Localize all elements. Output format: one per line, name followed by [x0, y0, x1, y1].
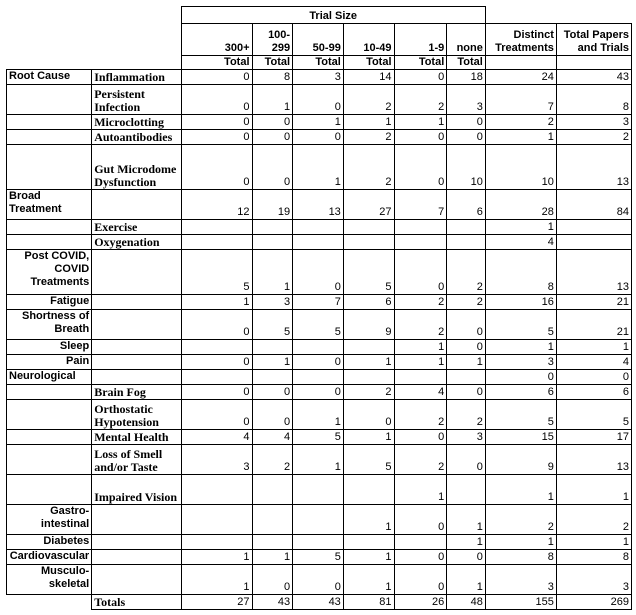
- table-cell: 9: [343, 310, 394, 340]
- table-cell: [252, 505, 293, 535]
- row-category: Musculo-skeletal: [7, 565, 92, 595]
- table-cell: 1: [485, 130, 556, 145]
- table-cell: [447, 370, 486, 385]
- table-cell: 8: [556, 85, 631, 115]
- table-cell: 0: [447, 445, 486, 475]
- table-cell: 0: [181, 115, 252, 130]
- table-cell: [556, 220, 631, 235]
- table-cell: 0: [394, 565, 447, 595]
- table-cell: 0: [447, 115, 486, 130]
- row-subcategory: Persistent Infection: [92, 85, 181, 115]
- table-cell: [343, 370, 394, 385]
- table-row: [7, 505, 632, 535]
- table-row: [7, 250, 632, 295]
- table-cell: 5: [343, 250, 394, 295]
- table-cell: 1: [181, 295, 252, 310]
- table-cell: 1: [252, 250, 293, 295]
- row-category: Gastro-intestinal: [7, 505, 92, 535]
- table-cell: 1: [293, 145, 344, 190]
- table-cell: 7: [394, 190, 447, 220]
- table-cell: 5: [181, 250, 252, 295]
- table-cell: 21: [556, 310, 631, 340]
- table-cell: 1: [343, 550, 394, 565]
- table-cell: 2: [447, 250, 486, 295]
- table-cell: 13: [556, 250, 631, 295]
- table-cell: 8: [556, 550, 631, 565]
- table-row: [7, 445, 632, 475]
- row-subcategory: Orthostatic Hypotension: [92, 400, 181, 430]
- row-category: Neurological: [7, 370, 92, 385]
- table-cell: 21: [556, 295, 631, 310]
- table-row: [7, 355, 632, 370]
- row-subcategory: [92, 250, 181, 295]
- table-cell: [394, 370, 447, 385]
- table-cell: 6: [556, 385, 631, 400]
- totals-label: Totals: [92, 595, 181, 610]
- table-row: [7, 430, 632, 445]
- row-subcategory: [92, 340, 181, 355]
- col-header-distinct-treatments: Distinct Treatments: [485, 24, 556, 56]
- row-category: Sleep: [7, 340, 92, 355]
- col-subheader: Total: [394, 56, 447, 70]
- table-cell: 1: [447, 535, 486, 550]
- table-cell: [181, 220, 252, 235]
- table-cell: [181, 505, 252, 535]
- totals-cell: 26: [394, 595, 447, 610]
- row-category: [7, 115, 92, 130]
- table-cell: 18: [447, 70, 486, 85]
- table-cell: 0: [485, 370, 556, 385]
- table-cell: 0: [394, 250, 447, 295]
- table-cell: 5: [556, 400, 631, 430]
- table-cell: 1: [252, 85, 293, 115]
- totals-cell: 81: [343, 595, 394, 610]
- row-subcategory: Gut Microdome Dysfunction: [92, 145, 181, 190]
- table-cell: 0: [181, 145, 252, 190]
- table-row: [7, 115, 632, 130]
- table-cell: 0: [252, 385, 293, 400]
- table-cell: [293, 220, 344, 235]
- row-category: Diabetes: [7, 535, 92, 550]
- table-cell: [181, 340, 252, 355]
- table-cell: 1: [181, 550, 252, 565]
- row-category: [7, 430, 92, 445]
- table-cell: 0: [252, 115, 293, 130]
- table-cell: 1: [343, 115, 394, 130]
- table-row: [7, 190, 632, 220]
- table-cell: 4: [485, 235, 556, 250]
- table-cell: 1: [343, 430, 394, 445]
- table-cell: 12: [181, 190, 252, 220]
- table-cell: 6: [447, 190, 486, 220]
- table-cell: 0: [181, 85, 252, 115]
- table-cell: 2: [485, 505, 556, 535]
- table-cell: [556, 235, 631, 250]
- table-row: [7, 130, 632, 145]
- table-cell: 28: [485, 190, 556, 220]
- table-cell: [343, 475, 394, 505]
- table-cell: 8: [252, 70, 293, 85]
- table-cell: 0: [181, 355, 252, 370]
- row-category: [7, 445, 92, 475]
- table-cell: 1: [293, 115, 344, 130]
- table-cell: 17: [556, 430, 631, 445]
- table-row: [7, 85, 632, 115]
- table-row: [7, 370, 632, 385]
- table-cell: [181, 475, 252, 505]
- row-category: [7, 400, 92, 430]
- table-cell: 5: [485, 310, 556, 340]
- table-cell: 4: [252, 430, 293, 445]
- table-cell: 0: [293, 130, 344, 145]
- table-cell: [343, 340, 394, 355]
- table-row: [7, 295, 632, 310]
- table-cell: 3: [556, 115, 631, 130]
- table-row: [7, 235, 632, 250]
- table-row: [7, 385, 632, 400]
- row-subcategory: Oxygenation: [92, 235, 181, 250]
- table-row: [7, 70, 632, 85]
- table-cell: 15: [485, 430, 556, 445]
- table-cell: 2: [447, 295, 486, 310]
- table-cell: 1: [556, 340, 631, 355]
- table-cell: [447, 235, 486, 250]
- col-subheader: [556, 56, 631, 70]
- row-subcategory: Exercise: [92, 220, 181, 235]
- table-row: [7, 550, 632, 565]
- table-cell: 9: [485, 445, 556, 475]
- table-cell: 2: [394, 85, 447, 115]
- table-cell: [343, 535, 394, 550]
- table-cell: 0: [181, 310, 252, 340]
- row-subcategory: Microclotting: [92, 115, 181, 130]
- table-cell: 5: [293, 310, 344, 340]
- table-row: [7, 310, 632, 340]
- table-cell: 1: [556, 535, 631, 550]
- table-cell: [181, 535, 252, 550]
- table-cell: 4: [181, 430, 252, 445]
- table-cell: 8: [485, 250, 556, 295]
- table-cell: [447, 475, 486, 505]
- table-row: [7, 565, 632, 595]
- table-cell: [343, 220, 394, 235]
- totals-cell: 43: [252, 595, 293, 610]
- row-category: Post COVID, COVID Treatments: [7, 250, 92, 295]
- table-row: [7, 220, 632, 235]
- row-subcategory: [92, 505, 181, 535]
- table-cell: 0: [447, 130, 486, 145]
- table-cell: 3: [485, 565, 556, 595]
- row-category: Broad Treatment: [7, 190, 92, 220]
- table-cell: 0: [556, 370, 631, 385]
- col-header-total-papers: Total Papers and Trials: [556, 24, 631, 56]
- table-cell: [252, 340, 293, 355]
- table-cell: 3: [447, 430, 486, 445]
- table-cell: 0: [293, 385, 344, 400]
- table-cell: 10: [447, 145, 486, 190]
- table-cell: 2: [394, 295, 447, 310]
- table-cell: 13: [556, 145, 631, 190]
- table-cell: 5: [252, 310, 293, 340]
- table-cell: [293, 370, 344, 385]
- table-cell: [394, 235, 447, 250]
- totals-cell: 48: [447, 595, 486, 610]
- table-cell: 5: [485, 400, 556, 430]
- row-category: Shortness of Breath: [7, 310, 92, 340]
- row-subcategory: Impaired Vision: [92, 475, 181, 505]
- table-cell: 3: [252, 295, 293, 310]
- row-subcategory: [92, 550, 181, 565]
- table-cell: 19: [252, 190, 293, 220]
- row-category: Cardiovascular: [7, 550, 92, 565]
- table-cell: 0: [394, 70, 447, 85]
- table-cell: [293, 535, 344, 550]
- table-cell: 3: [556, 565, 631, 595]
- table-cell: 1: [447, 565, 486, 595]
- table-cell: 0: [181, 400, 252, 430]
- table-cell: 2: [394, 310, 447, 340]
- table-cell: 1: [556, 475, 631, 505]
- table-cell: [252, 535, 293, 550]
- table-cell: 1: [447, 355, 486, 370]
- table-cell: 0: [447, 310, 486, 340]
- trial-size-table: [6, 6, 632, 610]
- row-subcategory: [92, 355, 181, 370]
- table-cell: 7: [293, 295, 344, 310]
- table-cell: 0: [394, 505, 447, 535]
- col-subheader: Total: [181, 56, 252, 70]
- col-header-300plus: 300+: [181, 24, 252, 56]
- table-cell: 2: [343, 145, 394, 190]
- table-cell: 2: [343, 385, 394, 400]
- table-cell: 1: [343, 505, 394, 535]
- table-cell: 2: [252, 445, 293, 475]
- table-cell: 3: [485, 355, 556, 370]
- table-cell: 0: [293, 85, 344, 115]
- col-header-1-9: 1-9: [394, 24, 447, 56]
- table-cell: 0: [394, 550, 447, 565]
- table-cell: 2: [343, 85, 394, 115]
- table-row: [7, 535, 632, 550]
- col-header-none: none: [447, 24, 486, 56]
- table-cell: 1: [252, 550, 293, 565]
- row-subcategory: [92, 295, 181, 310]
- table-cell: [447, 220, 486, 235]
- table-cell: 27: [343, 190, 394, 220]
- table-cell: 0: [293, 565, 344, 595]
- col-subheader: Total: [343, 56, 394, 70]
- col-header-100-299: 100-299: [252, 24, 293, 56]
- table-cell: 1: [485, 475, 556, 505]
- row-subcategory: [92, 310, 181, 340]
- table-cell: 14: [343, 70, 394, 85]
- table-cell: 1: [252, 355, 293, 370]
- row-subcategory: [92, 370, 181, 385]
- table-cell: 1: [485, 535, 556, 550]
- row-category: Pain: [7, 355, 92, 370]
- row-category: [7, 85, 92, 115]
- table-cell: 1: [394, 115, 447, 130]
- table-row: [7, 475, 632, 505]
- table-cell: 0: [293, 355, 344, 370]
- col-subheader: Total: [293, 56, 344, 70]
- totals-cell: 269: [556, 595, 631, 610]
- table-cell: 8: [485, 550, 556, 565]
- table-cell: 1: [293, 445, 344, 475]
- table-row: [7, 340, 632, 355]
- row-category: Root Cause: [7, 70, 92, 85]
- table-cell: 1: [394, 355, 447, 370]
- table-cell: 1: [394, 475, 447, 505]
- totals-cell: 27: [181, 595, 252, 610]
- table-cell: 5: [293, 550, 344, 565]
- table-cell: [293, 235, 344, 250]
- table-cell: 13: [293, 190, 344, 220]
- table-cell: 10: [485, 145, 556, 190]
- row-category: [7, 385, 92, 400]
- table-cell: [252, 220, 293, 235]
- table-cell: 0: [181, 385, 252, 400]
- row-subcategory: Loss of Smell and/or Taste: [92, 445, 181, 475]
- table-cell: 1: [394, 340, 447, 355]
- table-cell: 6: [343, 295, 394, 310]
- table-cell: 1: [343, 355, 394, 370]
- table-cell: 2: [485, 115, 556, 130]
- table-cell: 3: [447, 85, 486, 115]
- table-cell: 1: [181, 565, 252, 595]
- table-cell: 13: [556, 445, 631, 475]
- table-cell: 24: [485, 70, 556, 85]
- row-subcategory: [92, 190, 181, 220]
- table-cell: 0: [252, 145, 293, 190]
- table-cell: 0: [394, 430, 447, 445]
- table-cell: 43: [556, 70, 631, 85]
- row-category: Fatigue: [7, 295, 92, 310]
- totals-row: [7, 595, 632, 610]
- row-subcategory: [92, 535, 181, 550]
- table-cell: 0: [343, 400, 394, 430]
- col-subheader: Total: [447, 56, 486, 70]
- table-cell: 2: [394, 400, 447, 430]
- totals-cell: 43: [293, 595, 344, 610]
- table-cell: 6: [485, 385, 556, 400]
- table-cell: [343, 235, 394, 250]
- table-cell: 2: [447, 400, 486, 430]
- row-category: [7, 235, 92, 250]
- col-header-10-49: 10-49: [343, 24, 394, 56]
- table-cell: 4: [394, 385, 447, 400]
- table-cell: 1: [447, 505, 486, 535]
- table-cell: 0: [181, 70, 252, 85]
- table-cell: 1: [343, 565, 394, 595]
- table-cell: [293, 475, 344, 505]
- table-cell: 2: [556, 130, 631, 145]
- row-subcategory: Inflammation: [92, 70, 181, 85]
- table-cell: [181, 235, 252, 250]
- table-row: [7, 145, 632, 190]
- table-cell: 2: [394, 445, 447, 475]
- table-cell: 16: [485, 295, 556, 310]
- table-cell: 3: [293, 70, 344, 85]
- row-subcategory: Brain Fog: [92, 385, 181, 400]
- table-cell: [394, 220, 447, 235]
- table-cell: 0: [293, 250, 344, 295]
- table-row: [7, 400, 632, 430]
- row-subcategory: [92, 565, 181, 595]
- table-cell: 0: [181, 130, 252, 145]
- table-cell: [293, 340, 344, 355]
- table-cell: 84: [556, 190, 631, 220]
- row-category: [7, 130, 92, 145]
- table-cell: [252, 370, 293, 385]
- table-cell: [181, 370, 252, 385]
- table-body: [7, 70, 632, 610]
- table-cell: 0: [447, 340, 486, 355]
- col-subheader: Total: [252, 56, 293, 70]
- table-cell: [252, 235, 293, 250]
- group-header-trial-size: Trial Size: [181, 7, 485, 24]
- col-subheader: [485, 56, 556, 70]
- row-category: [7, 220, 92, 235]
- table-cell: 0: [394, 130, 447, 145]
- table-cell: 0: [252, 400, 293, 430]
- col-header-50-99: 50-99: [293, 24, 344, 56]
- row-category: [7, 145, 92, 190]
- table-cell: 2: [556, 505, 631, 535]
- table-cell: 1: [485, 220, 556, 235]
- row-category: [7, 475, 92, 505]
- table-cell: 0: [252, 565, 293, 595]
- table-cell: 1: [485, 340, 556, 355]
- table-cell: [293, 505, 344, 535]
- row-subcategory: Autoantibodies: [92, 130, 181, 145]
- table-cell: 0: [394, 145, 447, 190]
- table-cell: [394, 535, 447, 550]
- table-cell: 7: [485, 85, 556, 115]
- table-cell: 5: [343, 445, 394, 475]
- table-cell: 3: [181, 445, 252, 475]
- totals-cell: 155: [485, 595, 556, 610]
- table-cell: [252, 475, 293, 505]
- table-cell: 0: [447, 385, 486, 400]
- table-cell: 0: [447, 550, 486, 565]
- table-cell: 4: [556, 355, 631, 370]
- row-subcategory: Mental Health: [92, 430, 181, 445]
- table-cell: 1: [293, 400, 344, 430]
- table-cell: 5: [293, 430, 344, 445]
- table-cell: 0: [252, 130, 293, 145]
- table-cell: 2: [343, 130, 394, 145]
